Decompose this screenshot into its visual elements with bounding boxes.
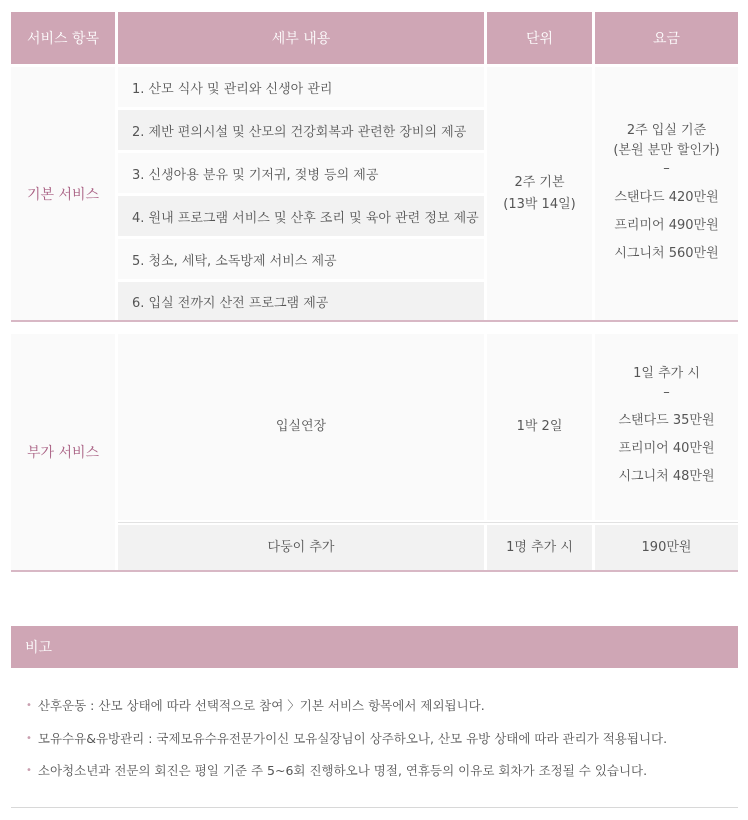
- notes-bottom-border: [11, 807, 738, 808]
- basic-unit-line2: (13박 14일): [503, 196, 576, 212]
- basic-category: 기본 서비스: [11, 67, 115, 320]
- extra-extension-unit: 1박 2일: [487, 334, 592, 520]
- note-item-1: [26, 694, 736, 716]
- extra-multiple-detail: 다둥이 추가: [118, 525, 484, 570]
- row-divider-extra: [118, 522, 738, 523]
- extra-fee-dash: –: [663, 385, 670, 400]
- basic-fee-line1: 2주 입실 기준: [626, 122, 707, 138]
- basic-unit: [487, 67, 592, 320]
- basic-item-4: 4. 원내 프로그램 서비스 및 산후 조리 및 육아 관련 정보 제공: [118, 196, 484, 236]
- bullet-icon: •: [26, 732, 32, 744]
- note-item-2: [26, 727, 736, 749]
- bullet-icon: •: [26, 764, 32, 776]
- note-text-3: 소아청소년과 전문의 회진은 평일 기준 주 5~6회 진행하오나 명절, 연휴등의 이유로 회차가 조정될 수 있습니다.: [37, 763, 648, 778]
- basic-item-2: 2. 제반 편의시설 및 산모의 건강회복과 관련한 장비의 제공: [118, 110, 484, 150]
- header-unit: 단위: [487, 12, 592, 64]
- extra-fee-line1: 1일 추가 시: [633, 366, 700, 381]
- section-divider-basic: [11, 320, 738, 322]
- basic-fee-line2: (본원 분만 할인가): [613, 142, 720, 158]
- header-fee: 요금: [595, 12, 738, 64]
- header-category: 서비스 항목: [11, 12, 115, 64]
- note-item-3: [26, 759, 736, 781]
- basic-fee-signature: 시그니처 560만원: [614, 245, 719, 261]
- basic-item-1: 1. 산모 식사 및 관리와 신생아 관리: [118, 67, 484, 107]
- extra-fee-signature: 시그니처 48만원: [618, 469, 715, 484]
- extra-category: 부가 서비스: [11, 334, 115, 570]
- extra-fee-premier: 프리미어 40만원: [618, 441, 715, 456]
- note-text-1: 산후운동 : 산모 상태에 따라 선택적으로 참여 〉기본 서비스 항목에서 제외됩니다.: [37, 698, 485, 713]
- note-text-2: 모유수유&유방관리 : 국제모유수유전문가이신 모유실장님이 상주하오나, 산모 유방 상태에 따라 관리가 적용됩니다.: [37, 731, 668, 746]
- extra-extension-detail: 입실연장: [118, 334, 484, 520]
- extra-multiple-unit: 1명 추가 시: [487, 525, 592, 570]
- extra-fee-standard: 스탠다드 35만원: [618, 413, 715, 428]
- extra-multiple-fee: 190만원: [595, 525, 738, 570]
- basic-fee-standard: 스탠다드 420만원: [614, 189, 719, 205]
- extra-extension-fee: [595, 334, 738, 520]
- bullet-icon: •: [26, 699, 32, 711]
- basic-fee-premier: 프리미어 490만원: [614, 217, 719, 233]
- basic-fee: [595, 67, 738, 320]
- basic-item-5: 5. 청소, 세탁, 소독방제 서비스 제공: [118, 239, 484, 279]
- basic-unit-line1: 2주 기본: [514, 174, 565, 190]
- basic-item-6: 6. 입실 전까지 산전 프로그램 제공: [118, 282, 484, 320]
- section-divider-extra: [11, 570, 738, 572]
- header-detail: 세부 내용: [118, 12, 484, 64]
- basic-fee-dash: –: [663, 160, 670, 176]
- basic-item-3: 3. 신생아용 분유 및 기저귀, 젖병 등의 제공: [118, 153, 484, 193]
- notes-title: 비고: [11, 626, 738, 668]
